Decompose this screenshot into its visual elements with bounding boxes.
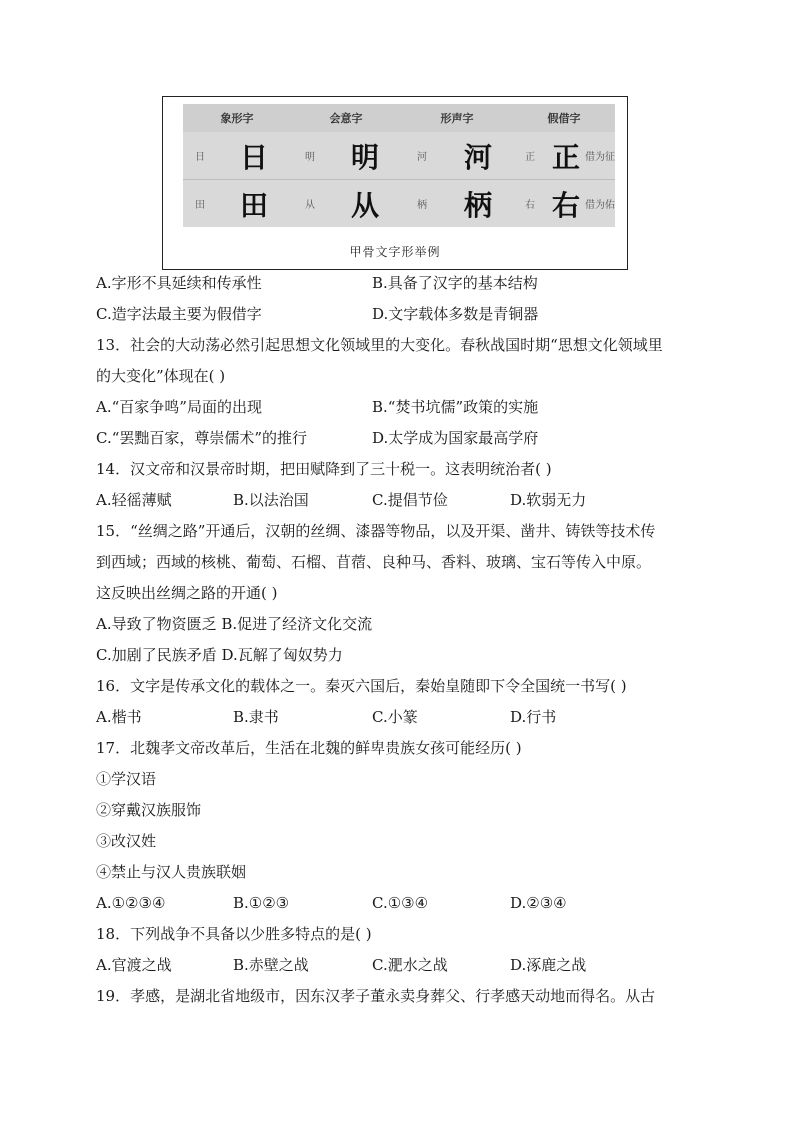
oracle-glyph: 从 [350,188,379,222]
list-item: ①学汉语 [96,770,157,788]
figure-caption: 甲骨文字形举例 [349,245,441,259]
question-15-cont: 这反映出丝绸之路的开通( ) [96,584,278,602]
oracle-glyph: 右 [551,188,580,222]
oracle-glyph: 柄 [463,188,492,222]
options-line: A.导致了物资匮乏 B.促进了经济文化交流 [96,615,373,633]
list-item: ③改汉姓 [96,832,157,850]
list-item: ②穿戴汉族服饰 [96,801,202,819]
option-a: A.①②③④ [96,894,166,912]
question-15: 15．“丝绸之路”开通后，汉朝的丝绸、漆器等物品，以及开渠、凿井、铸铁等技术传 [96,522,656,540]
option-a: A.轻徭薄赋 [96,491,172,509]
option-c: C.淝水之战 [372,956,448,974]
oracle-glyph: 日 [217,132,291,180]
option-d: D.行书 [510,708,557,726]
list-item: ④禁止与汉人贵族联姻 [96,863,247,881]
option-a: A.官渡之战 [96,956,172,974]
option-d: D.太学成为国家最高学府 [372,429,539,447]
option-d: D.②③④ [510,894,567,912]
question-18: 18．下列战争不具备以少胜多特点的是( ) [96,925,372,943]
option-d: D.文字载体多数是青铜器 [372,305,539,323]
option-c: C.小篆 [372,708,418,726]
table-row [183,132,615,180]
char-label: 田 [195,200,205,211]
oracle-glyph: 河 [443,132,513,180]
option-b: B.①②③ [233,894,290,912]
options-line: C.加剧了民族矛盾 D.瓦解了匈奴势力 [96,646,343,664]
question-13-cont: 的大变化”体现在( ) [96,367,226,385]
char-label: 日 [183,132,217,180]
option-b: B.隶书 [233,708,279,726]
char-label: 右 [525,200,535,211]
option-c: C.“罢黜百家，尊崇儒术”的推行 [96,429,308,447]
question-14: 14．汉文帝和汉景帝时期，把田赋降到了三十税一。这表明统治者( ) [96,460,552,478]
char-label: 正 [513,132,547,180]
header-ideograph: 会意字 [291,104,401,132]
option-d: D.软弱无力 [510,491,587,509]
loan-note: 借为佑 [585,200,615,211]
char-label: 明 [291,132,329,180]
char-label: 柄 [417,200,427,211]
loan-note: 借为征 [585,132,615,180]
option-a: A.字形不具延续和传承性 [96,274,262,292]
option-b: B.赤壁之战 [233,956,309,974]
option-b: B.“焚书坑儒”政策的实施 [372,398,539,416]
oracle-glyph: 正 [547,132,585,180]
option-c: C.①③④ [372,894,429,912]
question-17: 17．北魏孝文帝改革后，生活在北魏的鲜卑贵族女孩可能经历( ) [96,739,522,757]
option-c: C.提倡节俭 [372,491,448,509]
question-15-cont: 到西域；西域的核桃、葡萄、石榴、苜蓿、良种马、香料、玻璃、宝石等传入中原。 [96,553,652,571]
question-13: 13．社会的大动荡必然引起思想文化领域里的大变化。春秋战国时期“思想文化领域里 [96,336,663,354]
option-a: A.“百家争鸣”局面的出现 [96,398,262,416]
header-phonosemantic: 形声字 [401,104,513,132]
header-pictograph: 象形字 [183,104,291,132]
table-row [183,180,615,228]
oracle-glyph: 明 [329,132,401,180]
oracle-glyph: 田 [239,188,268,222]
header-loan: 假借字 [513,104,615,132]
oracle-bone-figure [162,96,628,270]
char-label: 河 [401,132,443,180]
option-b: B.以法治国 [233,491,309,509]
question-19: 19．孝感，是湖北省地级市，因东汉孝子董永卖身葬父、行孝感天动地而得名。从古 [96,987,656,1005]
question-16: 16．文字是传承文化的载体之一。秦灭六国后，秦始皇随即下令全国统一书写( ) [96,677,627,695]
char-label: 从 [305,200,315,211]
oracle-bone-table [183,104,615,227]
option-d: D.涿鹿之战 [510,956,587,974]
option-c: C.造字法最主要为假借字 [96,305,262,323]
option-b: B.具备了汉字的基本结构 [372,274,538,292]
option-a: A.楷书 [96,708,142,726]
